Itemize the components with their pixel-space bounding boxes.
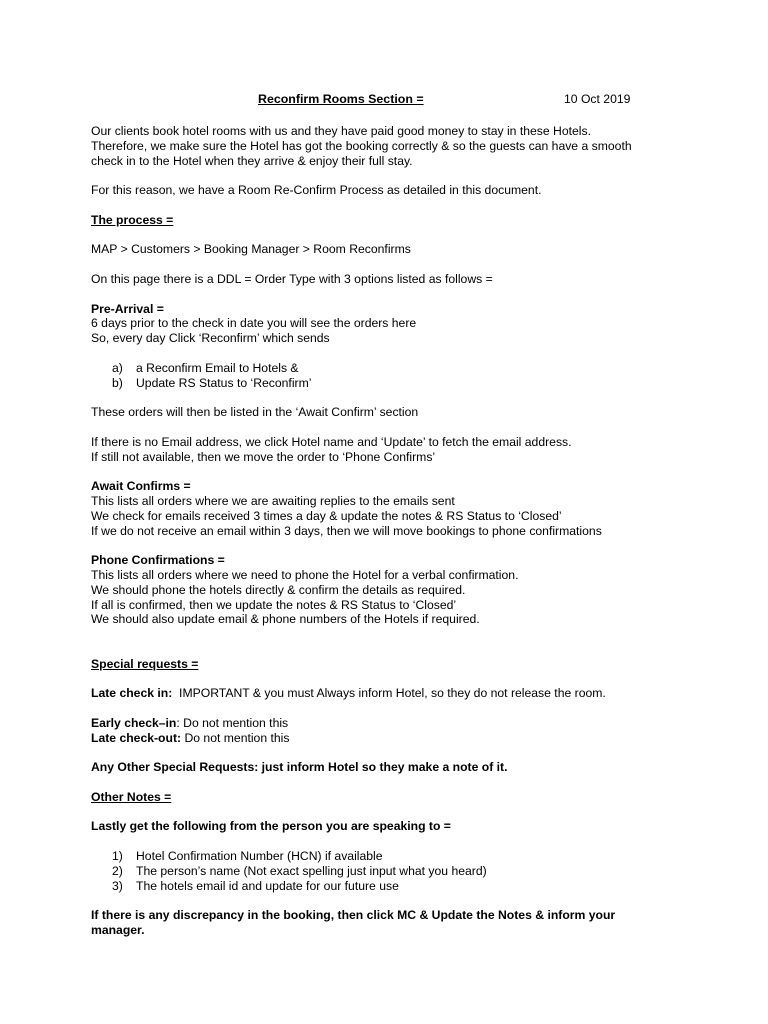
spacer xyxy=(91,642,691,657)
await-listed-note: These orders will then be listed in the ‘Await Confirm’ section xyxy=(91,405,419,420)
phone-confirmations-section xyxy=(91,553,691,627)
intro-line: check in to the Hotel when they arrive & enjoy their full stay. xyxy=(91,153,413,168)
process-ddl: On this page there is a DDL = Order Type with 3 options listed as follows = xyxy=(91,271,493,286)
phone-confirmations-heading: Phone Confirmations = xyxy=(91,553,225,568)
document-date: 10 Oct 2019 xyxy=(564,92,631,106)
intro-line: Our clients book hotel rooms with us and they have paid good money to stay in these Hotels. xyxy=(91,124,591,138)
intro-line: Therefore, we make sure the Hotel has got the booking correctly & so the guests can have a smooth xyxy=(91,138,632,153)
list-item xyxy=(91,361,691,376)
list-item-text: a Reconfirm Email to Hotels & xyxy=(136,360,299,375)
early-late-paragraph xyxy=(91,716,691,746)
other-notes-list xyxy=(91,849,691,893)
no-email-paragraph xyxy=(91,435,691,465)
phone-confirmations-line: We should phone the hotels directly & confirm the details as required. xyxy=(91,582,466,597)
pre-arrival-section xyxy=(91,302,691,346)
list-item-text: Update RS Status to ‘Reconfirm’ xyxy=(136,375,312,390)
list-marker: 2) xyxy=(112,863,123,878)
no-email-line: If there is no Email address, we click Hotel name and ‘Update’ to fetch the email address. xyxy=(91,434,572,449)
list-item xyxy=(91,849,691,864)
title-row xyxy=(91,92,691,110)
pre-arrival-line: So, every day Click ‘Reconfirm’ which sends xyxy=(91,331,330,346)
phone-confirmations-line: This lists all orders where we need to phone the Hotel for a verbal confirmation. xyxy=(91,567,519,582)
list-marker: 1) xyxy=(112,849,123,864)
late-checkin-label: Late check in: xyxy=(91,686,173,701)
discrepancy-line: manager. xyxy=(91,923,145,938)
discrepancy-line: If there is any discrepancy in the booking, then click MC & Update the Notes & inform your xyxy=(91,908,616,923)
list-item xyxy=(91,879,691,894)
await-confirms-line: This lists all orders where we are awaiting replies to the emails sent xyxy=(91,493,455,508)
early-checkin-label: Early check–in xyxy=(91,715,177,730)
intro-paragraph xyxy=(91,124,691,168)
phone-confirmations-line: We should also update email & phone numbers of the Hotels if required. xyxy=(91,612,480,627)
pre-arrival-list xyxy=(91,361,691,391)
early-checkin-line xyxy=(91,716,691,731)
document-page xyxy=(91,92,691,953)
list-marker: a) xyxy=(112,360,123,375)
list-item xyxy=(91,376,691,391)
pre-arrival-heading: Pre-Arrival = xyxy=(91,301,164,316)
discrepancy-paragraph xyxy=(91,908,691,938)
document-title: Reconfirm Rooms Section = xyxy=(258,92,424,106)
await-confirms-line: We check for emails received 3 times a day & update the notes & RS Status to ‘Closed’ xyxy=(91,508,562,523)
other-notes-section xyxy=(91,819,691,834)
reason-paragraph: For this reason, we have a Room Re-Confirm Process as detailed in this document. xyxy=(91,183,542,198)
await-confirms-heading: Await Confirms = xyxy=(91,479,191,494)
late-checkin-paragraph xyxy=(91,686,691,701)
list-item-text: The person’s name (Not exact spelling just input what you heard) xyxy=(136,863,487,878)
other-special-requests: Any Other Special Requests: just inform Hotel so they make a note of it. xyxy=(91,760,508,775)
await-confirms-line: If we do not receive an email within 3 days, then we will move bookings to phone confirmations xyxy=(91,523,602,538)
late-checkout-text: Do not mention this xyxy=(181,730,290,745)
await-confirms-section xyxy=(91,479,691,538)
late-checkin-text: IMPORTANT & you must Always inform Hotel, so they do not release the room. xyxy=(172,686,606,701)
pre-arrival-line: 6 days prior to the check in date you will see the orders here xyxy=(91,316,417,331)
process-heading: The process = xyxy=(91,212,174,227)
early-checkin-text: : Do not mention this xyxy=(176,715,289,730)
other-notes-heading: Other Notes = xyxy=(91,789,172,804)
no-email-line: If still not available, then we move the order to ‘Phone Confirms’ xyxy=(91,449,436,464)
lastly-line: Lastly get the following from the person you are speaking to = xyxy=(91,819,451,834)
list-item-text: The hotels email id and update for our future use xyxy=(136,878,399,893)
phone-confirmations-line: If all is confirmed, then we update the notes & RS Status to ‘Closed’ xyxy=(91,597,457,612)
list-item-text: Hotel Confirmation Number (HCN) if available xyxy=(136,849,383,864)
list-item xyxy=(91,864,691,879)
process-path: MAP > Customers > Booking Manager > Room Reconfirms xyxy=(91,242,411,257)
late-checkout-line xyxy=(91,731,691,746)
list-marker: 3) xyxy=(112,878,123,893)
special-requests-heading: Special requests = xyxy=(91,656,199,671)
late-checkout-label: Late check-out: xyxy=(91,730,182,745)
list-marker: b) xyxy=(112,375,123,390)
